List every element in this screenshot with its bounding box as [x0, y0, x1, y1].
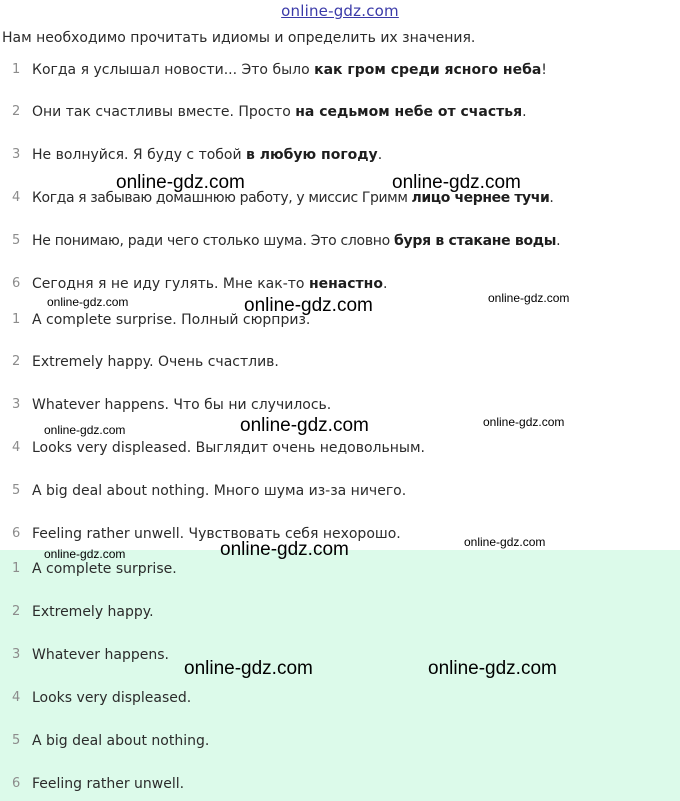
watermark: online-gdz.com	[240, 415, 369, 436]
watermark: online-gdz.com	[47, 295, 129, 309]
answer-text: A big deal about nothing.	[32, 733, 210, 749]
item-number: 2	[12, 354, 21, 369]
watermark: online-gdz.com	[428, 658, 557, 679]
site-link[interactable]: online-gdz.com	[281, 2, 399, 20]
watermark: online-gdz.com	[464, 535, 546, 549]
item-number: 4	[12, 190, 21, 205]
item-number: 1	[12, 62, 21, 77]
watermark: online-gdz.com	[44, 423, 126, 437]
idiom: в любую погоду	[246, 147, 378, 163]
answer-text: A complete surprise.	[32, 561, 177, 577]
answer-text: Feeling rather unwell.	[32, 776, 185, 792]
sentence-text: Когда я услышал новости... Это было как гром среди ясного неба!	[32, 62, 547, 78]
instruction-text: Нам необходимо прочитать идиомы и определить их значения.	[2, 30, 476, 46]
meaning-text: Feeling rather unwell. Чувствовать себя нехорошо.	[32, 526, 401, 542]
item-number: 6	[12, 276, 21, 291]
item-number: 5	[12, 483, 21, 498]
answer-text: Whatever happens.	[32, 647, 169, 663]
item-number: 6	[12, 776, 21, 791]
watermark: online-gdz.com	[244, 295, 373, 316]
sentence-text: Не волнуйся. Я буду с тобой в любую погоду.	[32, 147, 383, 163]
sentence-text: Они так счастливы вместе. Просто на седьмом небе от счастья.	[32, 104, 527, 120]
answer-text: Looks very displeased.	[32, 690, 192, 706]
item-number: 3	[12, 397, 21, 412]
idiom: ненастно	[308, 276, 383, 292]
watermark: online-gdz.com	[184, 658, 313, 679]
item-number: 2	[12, 604, 21, 619]
meaning-text: A complete surprise. Полный сюрприз.	[32, 312, 311, 328]
item-number: 5	[12, 733, 21, 748]
item-number: 4	[12, 440, 21, 455]
idiom: как гром среди ясного неба	[314, 62, 542, 78]
item-number: 1	[12, 312, 21, 327]
item-number: 3	[12, 647, 21, 662]
watermark: online-gdz.com	[220, 539, 349, 560]
meaning-text: Extremely happy. Очень счастлив.	[32, 354, 279, 370]
idiom: на седьмом небе от счастья	[295, 104, 523, 120]
sentence-text: Сегодня я не иду гулять. Мне как-то ненастно.	[32, 276, 388, 292]
watermark: online-gdz.com	[44, 547, 126, 561]
idiom: буря в стакане воды	[394, 233, 557, 249]
item-number: 4	[12, 690, 21, 705]
answer-text: Extremely happy.	[32, 604, 154, 620]
item-number: 6	[12, 526, 21, 541]
watermark: online-gdz.com	[483, 415, 565, 429]
meaning-text: Looks very displeased. Выглядит очень недовольным.	[32, 440, 425, 456]
answer-box	[0, 550, 680, 801]
item-number: 2	[12, 104, 21, 119]
watermark: online-gdz.com	[488, 291, 570, 305]
sentence-text: Когда я забываю домашнюю работу, у миссис Гримм лицо чернее тучи.	[32, 190, 554, 206]
item-number: 3	[12, 147, 21, 162]
watermark: online-gdz.com	[392, 172, 521, 193]
item-number: 1	[12, 561, 21, 576]
sentence-text: Не понимаю, ради чего столько шума. Это словно буря в стакане воды.	[32, 233, 561, 249]
meaning-text: Whatever happens. Что бы ни случилось.	[32, 397, 332, 413]
watermark: online-gdz.com	[116, 172, 245, 193]
idiom: лицо чернее тучи	[411, 190, 550, 206]
meaning-text: A big deal about nothing. Много шума из-за ничего.	[32, 483, 407, 499]
item-number: 5	[12, 233, 21, 248]
